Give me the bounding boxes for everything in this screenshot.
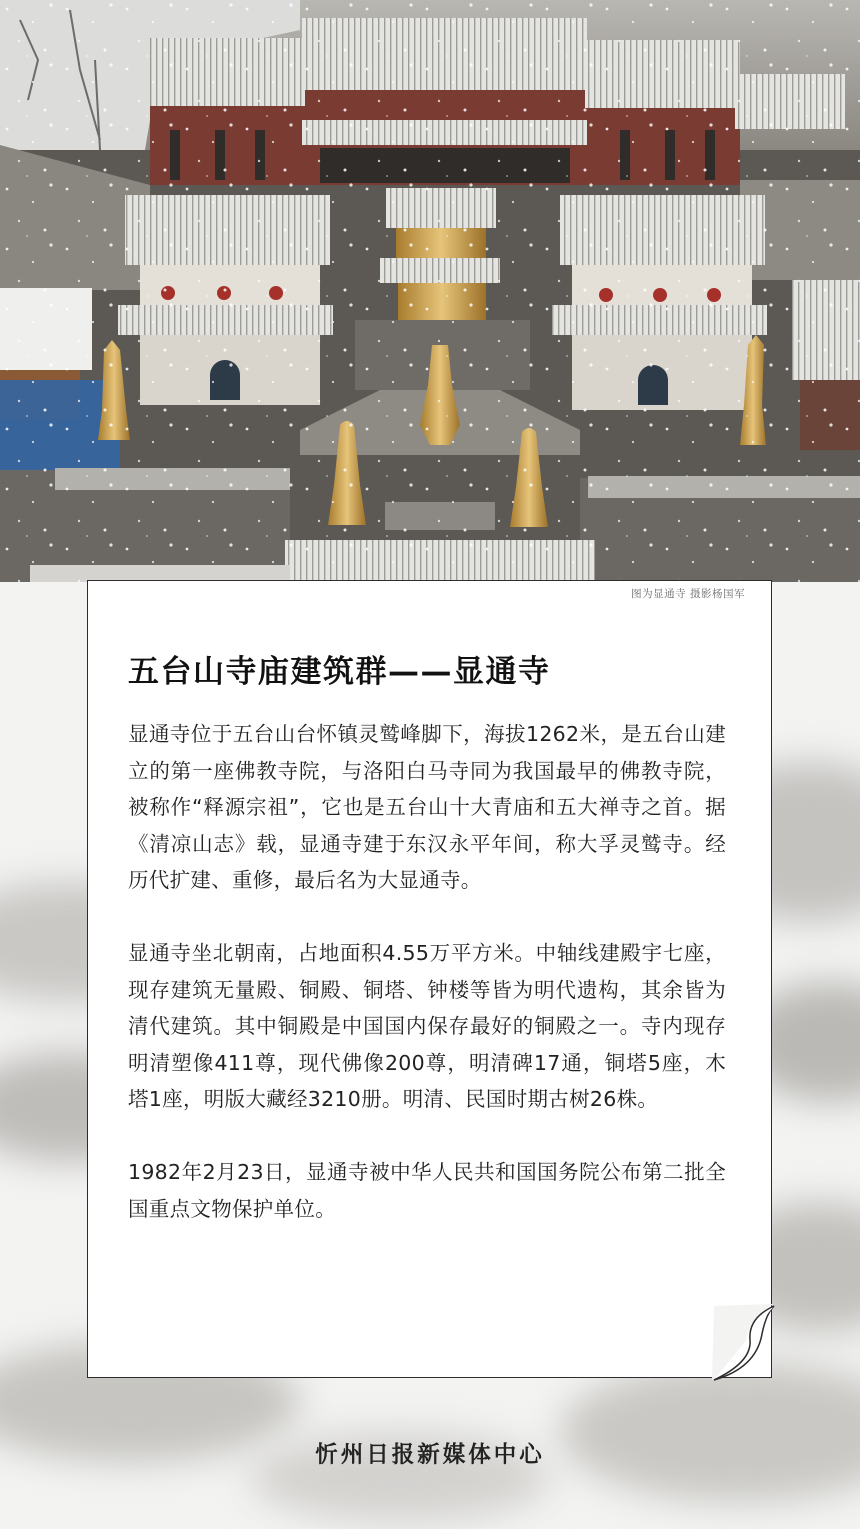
paragraph-history: 显通寺位于五台山台怀镇灵鹫峰脚下，海拔1262米，是五台山建立的第一座佛教寺院，与洛阳白马寺同为我国最早的佛教寺院，被称作“释源宗祖”，它也是五台山十大青庙和五大禅寺之首。据《清凉山志》载，显通寺建于东汉永平年间，称大孚灵鹫寺。经历代扩建、重修，最后名为大显通寺。 [128,722,726,892]
photo-caption: 图为显通寺 摄影杨国军 [631,588,745,600]
publisher-footer: 忻州日报新媒体中心 [315,1442,545,1468]
article-title: 五台山寺庙建筑群——显通寺 [128,654,551,690]
article-body [128,716,726,1264]
paragraph-protection: 1982年2月23日，显通寺被中华人民共和国国务院公布第二批全国重点文物保护单位。 [128,1160,726,1221]
temple-illustration [0,0,860,582]
temple-photo [0,0,860,582]
paragraph-layout: 显通寺坐北朝南，占地面积4.55万平方米。中轴线建殿宇七座，现存建筑无量殿、铜殿、铜塔、钟楼等皆为明代遗构，其余皆为清代建筑。其中铜殿是中国国内保存最好的铜殿之一。寺内现存明清塑像411尊，现代佛像200尊，明清碑17通，铜塔5座，木塔1座，明版大藏经3210册。明清、民国时期古树26株。 [128,941,726,1111]
page-curl-decoration [712,1304,776,1382]
